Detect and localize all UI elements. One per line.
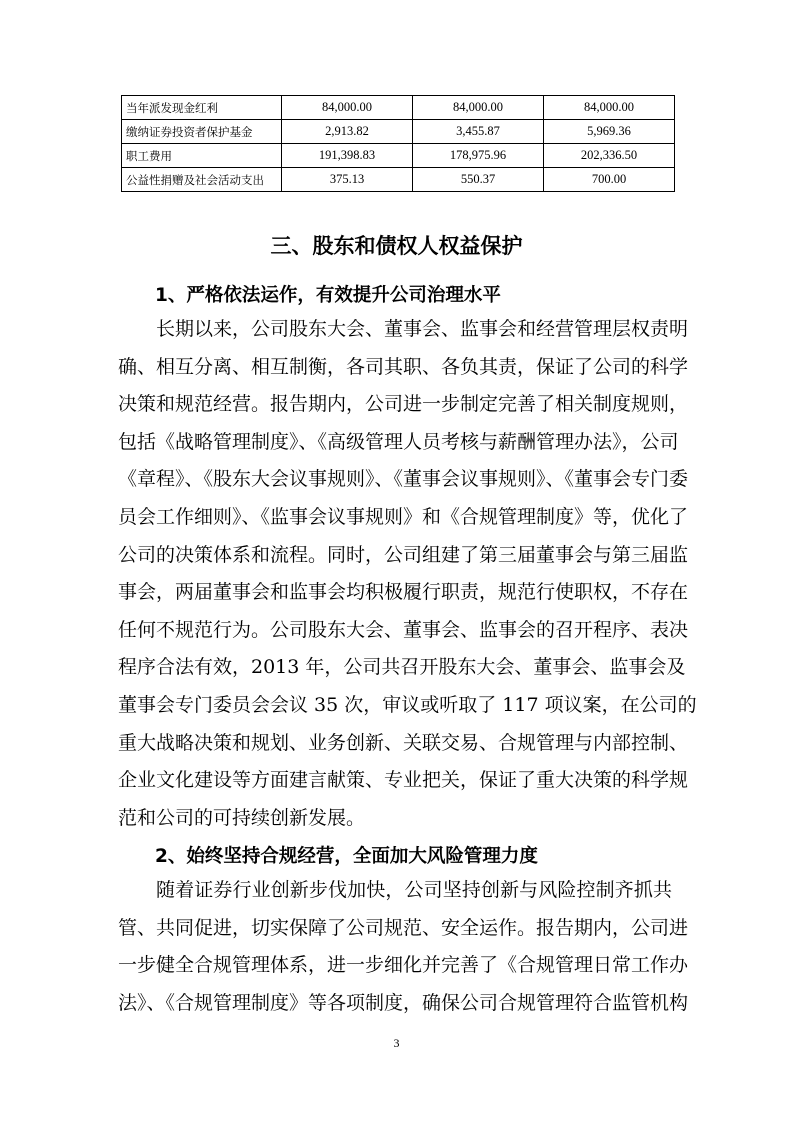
text-line: 范和公司的可持续创新发展。	[118, 806, 366, 829]
table-row	[122, 96, 675, 120]
cell-value: 191,398.83	[282, 144, 413, 168]
text-line: 员会工作细则》、《监事会议事规则》和《合规管理制度》等，优化了	[118, 505, 689, 528]
cell-value: 5,969.36	[544, 120, 675, 144]
row-label: 缴纳证券投资者保护基金	[122, 120, 282, 144]
cell-value: 202,336.50	[544, 144, 675, 168]
row-label: 当年派发现金红利	[122, 96, 282, 120]
text-line: 管、共同促进，切实保障了公司规范、安全运作。报告期内，公司进	[118, 916, 689, 939]
text-line: 长期以来，公司股东大会、董事会、监事会和经营管理层权责明	[156, 318, 689, 340]
text-line: 程序合法有效，2013 年，公司共召开股东大会、董事会、监事会及	[118, 656, 686, 679]
text-line: 决策和规范经营。报告期内，公司进一步制定完善了相关制度规则，	[118, 393, 689, 416]
text-line: 随着证券行业创新步伐加快，公司坚持创新与风险控制齐抓共	[156, 879, 672, 901]
subsection-2-title: 2、始终坚持合规经营，全面加大风险管理力度	[155, 846, 538, 867]
text-line: 包括《战略管理制度》、《高级管理人员考核与薪酬管理办法》，公司	[118, 430, 679, 453]
text-line: 任何不规范行为。公司股东大会、董事会、监事会的召开程序、表决	[118, 618, 689, 641]
table-row	[122, 144, 675, 168]
text-line: 重大战略决策和规划、业务创新、关联交易、合规管理与内部控制、	[118, 731, 689, 754]
cell-value: 84,000.00	[282, 96, 413, 120]
paragraph-1	[118, 311, 697, 837]
text-line: 确、相互分离、相互制衡，各司其职、各负其责，保证了公司的科学	[118, 355, 689, 378]
cell-value: 84,000.00	[413, 96, 544, 120]
page-number: 3	[393, 1036, 400, 1050]
cell-value: 2,913.82	[282, 120, 413, 144]
text-line: 公司的决策体系和流程。同时，公司组建了第三届董事会与第三届监	[118, 543, 689, 566]
subsection-1-title: 1、严格依法运作，有效提升公司治理水平	[155, 285, 501, 306]
cell-value: 3,455.87	[413, 120, 544, 144]
section-title: 三、股东和债权人权益保护	[270, 234, 523, 258]
cell-value: 700.00	[544, 168, 675, 192]
text-line: 法》、《合规管理制度》等各项制度，确保公司合规管理符合监管机构	[118, 991, 689, 1014]
text-line: 《章程》、《股东大会议事规则》、《董事会议事规则》、《董事会专门委	[118, 468, 689, 491]
cell-value: 178,975.96	[413, 144, 544, 168]
text-line: 一步健全合规管理体系，进一步细化并完善了《合规管理日常工作办	[118, 954, 689, 977]
row-label: 职工费用	[122, 144, 282, 168]
cell-value: 375.13	[282, 168, 413, 192]
text-line: 企业文化建设等方面建言献策、专业把关，保证了重大决策的科学规	[118, 769, 689, 792]
cell-value: 550.37	[413, 168, 544, 192]
paragraph-2	[118, 872, 689, 1022]
text-line: 董事会专门委员会会议 35 次，审议或听取了 117 项议案，在公司的	[118, 693, 697, 716]
row-label: 公益性捐赠及社会活动支出	[122, 168, 282, 192]
text-line: 事会，两届董事会和监事会均积极履行职责，规范行使职权，不存在	[118, 581, 689, 604]
table-row	[122, 168, 675, 192]
cell-value: 84,000.00	[544, 96, 675, 120]
financial-table	[121, 95, 675, 192]
table-row	[122, 120, 675, 144]
